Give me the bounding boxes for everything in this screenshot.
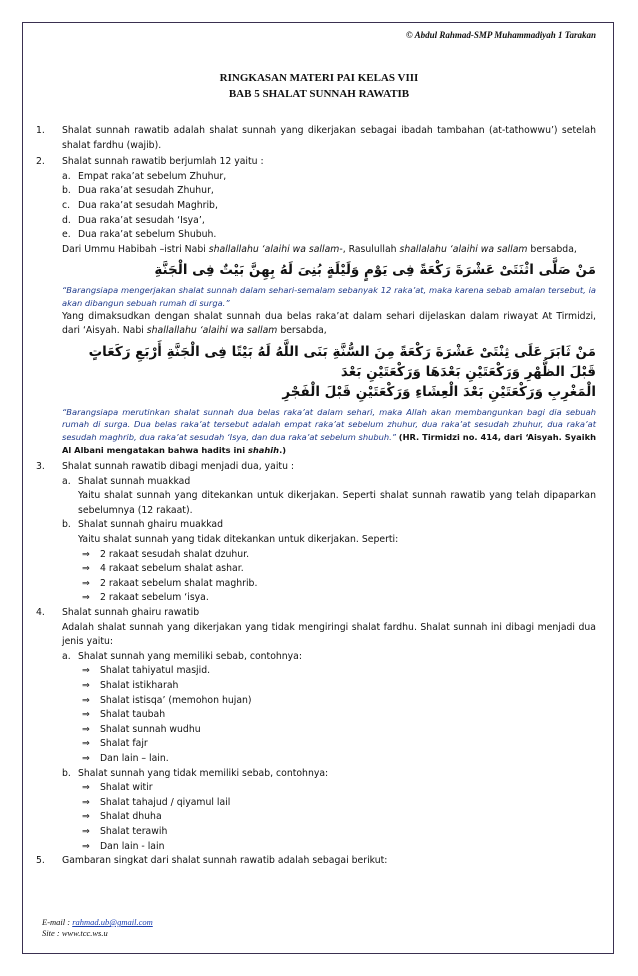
arrow-icon: ⇒ — [82, 752, 90, 764]
sub-letter: b. — [62, 519, 71, 531]
hadith-narration-1 — [62, 243, 596, 258]
narration-italic: shallallahu ‘alaihi wa sallam — [208, 243, 340, 255]
item-number: 5. — [36, 855, 45, 867]
arrow-item — [62, 840, 596, 855]
footer-site: Site : www.tcc.ws.u — [42, 928, 108, 938]
arrow-icon: ⇒ — [82, 592, 90, 604]
list-item-1 — [36, 124, 596, 153]
arrow-text: Shalat istisqa’ (memohon hujan) — [100, 694, 252, 706]
arrow-item — [62, 694, 596, 709]
arrow-text: 2 rakaat sesudah shalat dzuhur. — [100, 548, 250, 560]
arrow-item — [62, 679, 596, 694]
page-subtitle: BAB 5 SHALAT SUNNAH RAWATIB — [228, 88, 410, 100]
arrow-item — [62, 664, 596, 679]
arrow-text: Shalat witir — [100, 782, 153, 794]
sub-letter: a. — [62, 170, 71, 182]
arrow-icon: ⇒ — [82, 840, 90, 852]
arrow-text: Dan lain - lain — [100, 840, 165, 852]
arrow-item — [62, 723, 596, 738]
arrow-item — [62, 577, 596, 592]
email-link[interactable]: rahmad.ub@gmail.com — [72, 917, 153, 927]
arrow-item — [62, 562, 596, 577]
arrow-icon: ⇒ — [82, 723, 90, 735]
sub-text: Shalat sunnah muakkad — [78, 475, 191, 487]
source-italic: shahih — [247, 444, 280, 455]
main-content — [36, 124, 596, 869]
arrow-text: 2 rakaat sebelum ‘isya. — [100, 592, 209, 604]
arrow-icon: ⇒ — [82, 811, 90, 823]
arrow-icon: ⇒ — [82, 825, 90, 837]
arrow-text: Dan lain – lain. — [100, 752, 169, 764]
item-text: Shalat sunnah ghairu rawatib — [62, 607, 200, 619]
translation-text: “Barangsiapa merutinkan shalat sunnah dua belas raka’at dalam sehari, maka Allah akan membangunkan bagi dia sebuah rumah di surga. Dua belas raka’at tersebut adalah empat raka’at sebelum zhuhur, dua raka’at sesudah zhuhur, dua raka’at sesudah maghrib, dua raka’at sesudah ‘Isya, dan dua raka’at sebelum shubuh.” — [62, 406, 596, 442]
arabic-hadith-2-line1: مَنْ ثَابَرَ عَلَى ثِنْتَىْ عَشْرَةَ رَكْعَةً مِنَ السُّنَّةِ بَنَى اللَّهُ لَهُ بَيْتًا فِى الْجَنَّةِ أَرْبَعِ رَكَعَاتٍ قَبْلَ الظُّهْرِ وَرَكْعَتَيْنِ بَعْدَهَا وَرَكْعَتَيْنِ بَعْدَ — [88, 343, 596, 380]
page-title: RINGKASAN MATERI PAI KELAS VIII — [219, 72, 419, 84]
sub-text: Shalat sunnah ghairu muakkad — [78, 519, 224, 531]
narration-text: bersabda, — [527, 243, 577, 255]
arrow-icon: ⇒ — [82, 680, 90, 691]
arabic-hadith-2-line2: الْمَغْرِبِ وَرَكْعَتَيْنِ بَعْدَ الْعِشَاءِ وَرَكْعَتَيْنِ قَبْلَ الْفَجْرِ — [282, 383, 596, 400]
arrow-item — [62, 708, 596, 723]
sub-item — [62, 228, 596, 243]
arrow-text: Shalat sunnah wudhu — [100, 723, 201, 735]
arrow-icon: ⇒ — [82, 665, 90, 677]
arrow-text: Shalat taubah — [100, 709, 166, 721]
sub-item — [62, 199, 596, 214]
sub-text: Shalat sunnah yang tidak memiliki sebab, contohnya: — [78, 767, 329, 779]
arrow-text: Shalat tahajud / qiyamul lail — [100, 796, 231, 808]
sub-item — [62, 767, 596, 782]
sub-letter: c. — [62, 199, 71, 211]
sub-letter: a. — [62, 650, 71, 662]
arrow-item — [62, 737, 596, 752]
hadith-translation-2 — [62, 406, 596, 456]
arrow-item — [62, 781, 596, 796]
item-number: 3. — [36, 461, 45, 473]
sub-letter: a. — [62, 475, 71, 487]
arrow-item — [62, 810, 596, 825]
sub-item — [62, 475, 596, 490]
narration-text: bersabda, — [277, 325, 327, 337]
list-item-3 — [36, 460, 596, 606]
sub-item — [62, 184, 596, 199]
list-item-4 — [36, 606, 596, 854]
narration-text: Dari Ummu Habibah –istri Nabi — [62, 243, 209, 255]
sub-letter: d. — [62, 214, 71, 226]
narration-text: -, Rasulullah — [339, 243, 400, 255]
arrow-text: Shalat tahiyatul masjid. — [100, 665, 211, 677]
arrow-icon: ⇒ — [82, 548, 90, 560]
item-number: 4. — [36, 607, 45, 619]
item-text: Gambaran singkat dari shalat sunnah rawatib adalah sebagai berikut: — [62, 855, 388, 867]
sub-text: Dua raka’at sebelum Shubuh. — [78, 229, 217, 241]
sub-description: Yaitu shalat sunnah yang tidak ditekankan untuk dikerjakan. Seperti: — [78, 534, 399, 546]
arrow-icon: ⇒ — [82, 738, 90, 750]
sub-item — [62, 214, 596, 229]
item-text: Shalat sunnah rawatib adalah shalat sunnah yang dikerjakan sebagai ibadah tambahan (at-tathowwu’) setelah shalat fardhu (wajib). — [62, 125, 596, 151]
sub-letter: e. — [62, 229, 71, 241]
sub-text: Empat raka’at sebelum Zhuhur, — [78, 170, 227, 182]
arabic-hadith-1: مَنْ صَلَّى اثْنَتَىْ عَشْرَةَ رَكْعَةً فِى يَوْمٍ وَلَيْلَةٍ بُنِىَ لَهُ بِهِنَّ بَيْتٌ فِى الْجَنَّةِ — [154, 262, 596, 279]
hadith-narration-2 — [62, 310, 596, 339]
arrow-item — [62, 752, 596, 767]
arrow-item — [62, 591, 596, 606]
arrow-item — [62, 825, 596, 840]
arrow-icon: ⇒ — [82, 694, 90, 706]
item-description: Adalah shalat sunnah yang dikerjakan yang tidak mengiringi shalat fardhu. Shalat sunnah ini dibagi menjadi dua jenis yaitu: — [62, 621, 596, 648]
sub-text: Dua raka’at sesudah Zhuhur, — [78, 185, 214, 197]
arrow-item — [62, 548, 596, 563]
arrow-text: 2 rakaat sebelum shalat maghrib. — [100, 577, 258, 589]
source-text: .) — [279, 444, 287, 455]
arrow-text: Shalat dhuha — [100, 811, 162, 823]
arrow-text: Shalat istikharah — [100, 680, 179, 691]
sub-letter: b. — [62, 767, 71, 779]
hadith-translation-1: “Barangsiapa mengerjakan shalat sunnah dalam sehari-semalam sebanyak 12 raka’at, maka karena sebab amalan tersebut, ia akan dibangun sebuah rumah di surga.” — [62, 285, 596, 308]
arrow-item — [62, 796, 596, 811]
item-number: 2. — [36, 156, 45, 168]
arrow-icon: ⇒ — [82, 709, 90, 721]
header-credit: © Abdul Rahmad-SMP Muhammadiyah 1 Tarakan — [405, 30, 596, 40]
sub-letter: b. — [62, 185, 71, 197]
arrow-icon: ⇒ — [82, 563, 90, 575]
sub-item — [62, 170, 596, 185]
sub-item — [62, 650, 596, 665]
arrow-text: 4 rakaat sebelum shalat ashar. — [100, 563, 244, 575]
sub-text: Dua raka’at sesudah Maghrib, — [78, 199, 218, 211]
source-text: (HR. Tirmidzi no. 414, dari ‘Aisyah. Syaikh Al Albani mengatakan bahwa hadits ini — [62, 431, 596, 455]
item-text: Shalat sunnah rawatib berjumlah 12 yaitu : — [62, 156, 264, 168]
footer — [42, 917, 153, 939]
email-label: E-mail : — [42, 917, 73, 927]
footer-email-line — [42, 917, 153, 928]
list-item-5 — [36, 854, 596, 869]
arrow-text: Shalat terawih — [100, 825, 168, 837]
arrow-icon: ⇒ — [82, 577, 90, 589]
item-number: 1. — [36, 125, 45, 136]
item-text: Shalat sunnah rawatib dibagi menjadi dua, yaitu : — [62, 461, 295, 473]
arrow-icon: ⇒ — [82, 782, 90, 794]
narration-italic: shallallahu ‘alaihi wa sallam — [146, 325, 278, 337]
narration-text: Yang dimaksudkan dengan shalat sunnah dua belas raka’at dalam sehari dijelaskan dalam riwayat At Tirmidzi, dari ‘Aisyah. Nabi — [62, 310, 596, 337]
arrow-icon: ⇒ — [82, 796, 90, 808]
list-item-2 — [36, 155, 596, 456]
sub-item — [62, 518, 596, 533]
narration-italic: shallalahu ‘alaihi wa sallam — [399, 243, 528, 255]
arrow-text: Shalat fajr — [100, 738, 148, 750]
sub-text: Dua raka’at sesudah ‘Isya’, — [78, 214, 205, 226]
sub-text: Shalat sunnah yang memiliki sebab, contohnya: — [78, 650, 303, 662]
sub-description: Yaitu shalat sunnah yang ditekankan untuk dikerjakan. Seperti shalat sunnah rawatib yang telah dipaparkan sebelumnya (12 rakaat). — [78, 490, 596, 516]
